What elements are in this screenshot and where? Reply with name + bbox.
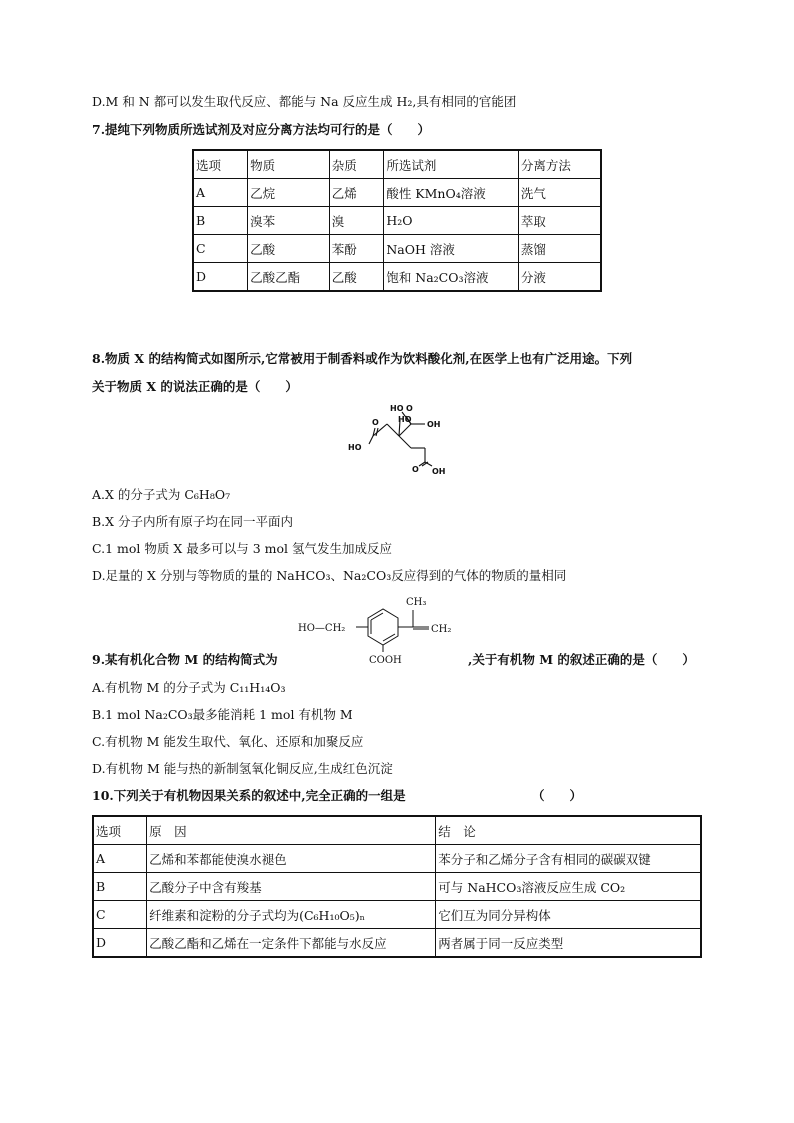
table-cell: 它们互为同分异构体 [436, 901, 701, 929]
struct-label: O [372, 418, 379, 427]
q8-option-c: C.1 mol 物质 X 最多可以与 3 mol 氢气发生加成反应 [92, 541, 392, 556]
q7-header-row [193, 150, 601, 179]
q9-option-d: D.有机物 M 能与热的新制氢氧化铜反应,生成红色沉淀 [92, 761, 393, 776]
table-cell: 苯酚 [329, 235, 384, 263]
table-cell: 乙酸 [248, 235, 330, 263]
q10-header-cell: 结 论 [436, 816, 701, 845]
q8-option-d: D.足量的 X 分别与等物质的量的 NaHCO₃、Na₂CO₃反应得到的气体的物质的量相同 [92, 568, 567, 583]
table-cell: 蒸馏 [518, 235, 601, 263]
table-cell: B [93, 873, 147, 901]
struct-label: HO [398, 415, 412, 424]
table-cell: 可与 NaHCO₃溶液反应生成 CO₂ [436, 873, 701, 901]
table-cell: 乙烯和苯都能使溴水褪色 [147, 845, 436, 873]
q8-stem-line2: 关于物质 X 的说法正确的是（ ） [92, 379, 298, 394]
q8-stem-line1: 8.物质 X 的结构简式如图所示,它常被用于制香料或作为饮料酸化剂,在医学上也有广泛用途。下列 [92, 351, 633, 366]
compound-m-structure [296, 592, 476, 668]
table-cell: H₂O [384, 207, 519, 235]
table-row [93, 929, 701, 958]
table-cell: 洗气 [518, 179, 601, 207]
table-cell: C [93, 901, 147, 929]
table-row [193, 235, 601, 263]
q7-header-cell: 分离方法 [518, 150, 601, 179]
table-row [193, 263, 601, 292]
q10-header-cell: 选项 [93, 816, 147, 845]
table-cell: 乙烯 [329, 179, 384, 207]
q9-option-c: C.有机物 M 能发生取代、氧化、还原和加聚反应 [92, 734, 364, 749]
q7-header-cell: 选项 [193, 150, 248, 179]
struct-label: CH₃ [406, 597, 427, 608]
q10-header-row [93, 816, 701, 845]
struct-label: HO [390, 404, 404, 413]
table-cell: D [193, 263, 248, 292]
table-cell: 乙酸分子中含有羧基 [147, 873, 436, 901]
table-cell: 乙酸乙酯和乙烯在一定条件下都能与水反应 [147, 929, 436, 958]
q9-stem-prefix: 9.某有机化合物 M 的结构简式为 [92, 652, 278, 667]
table-cell: 两者属于同一反应类型 [436, 929, 701, 958]
citric-acid-structure [340, 400, 460, 482]
q10-table [92, 815, 702, 958]
struct-label: OH [432, 467, 446, 476]
q7-header-cell: 物质 [248, 150, 330, 179]
table-cell: 分液 [518, 263, 601, 292]
q7-header-cell: 所选试剂 [384, 150, 519, 179]
table-cell: 溴苯 [248, 207, 330, 235]
table-cell: D [93, 929, 147, 958]
struct-label: COOH [369, 655, 402, 666]
struct-label: CH₂ [431, 624, 452, 635]
table-row [193, 207, 601, 235]
table-cell: C [193, 235, 248, 263]
table-cell: B [193, 207, 248, 235]
q9-option-a: A.有机物 M 的分子式为 C₁₁H₁₄O₃ [92, 680, 286, 695]
table-cell: 乙酸乙酯 [248, 263, 330, 292]
table-cell: 乙酸 [329, 263, 384, 292]
q8-option-b: B.X 分子内所有原子均在同一平面内 [92, 514, 294, 529]
q6-option-d: D.M 和 N 都可以发生取代反应、都能与 Na 反应生成 H₂,具有相同的官能团 [92, 94, 517, 109]
q10-stem: 10.下列关于有机物因果关系的叙述中,完全正确的一组是 [92, 788, 406, 803]
struct-label: O [412, 465, 419, 474]
table-cell: 萃取 [518, 207, 601, 235]
q9-stem-suffix: ,关于有机物 M 的叙述正确的是（ ） [468, 652, 695, 667]
table-cell: 酸性 KMnO₄溶液 [384, 179, 519, 207]
q8-option-a: A.X 的分子式为 C₆H₈O₇ [92, 487, 231, 502]
table-cell: 纤维素和淀粉的分子式均为(C₆H₁₀O₅)ₙ [147, 901, 436, 929]
q7-stem: 7.提纯下列物质所选试剂及对应分离方法均可行的是（ ） [92, 122, 431, 137]
table-cell: 乙烷 [248, 179, 330, 207]
table-cell: 苯分子和乙烯分子含有相同的碳碳双键 [436, 845, 701, 873]
q7-header-cell: 杂质 [329, 150, 384, 179]
table-row [93, 901, 701, 929]
table-cell: NaOH 溶液 [384, 235, 519, 263]
q10-header-cell: 原 因 [147, 816, 436, 845]
struct-label: HO—CH₂ [298, 623, 346, 634]
table-row [93, 845, 701, 873]
table-row [93, 873, 701, 901]
table-cell: A [93, 845, 147, 873]
table-row [193, 179, 601, 207]
q9-option-b: B.1 mol Na₂CO₃最多能消耗 1 mol 有机物 M [92, 707, 353, 722]
q10-answer-bracket: （ ） [532, 788, 583, 803]
struct-label: OH [427, 420, 441, 429]
table-cell: 溴 [329, 207, 384, 235]
q7-table [192, 149, 602, 292]
struct-label: HO [348, 443, 362, 452]
table-cell: A [193, 179, 248, 207]
struct-label: O [406, 404, 413, 413]
table-cell: 饱和 Na₂CO₃溶液 [384, 263, 519, 292]
